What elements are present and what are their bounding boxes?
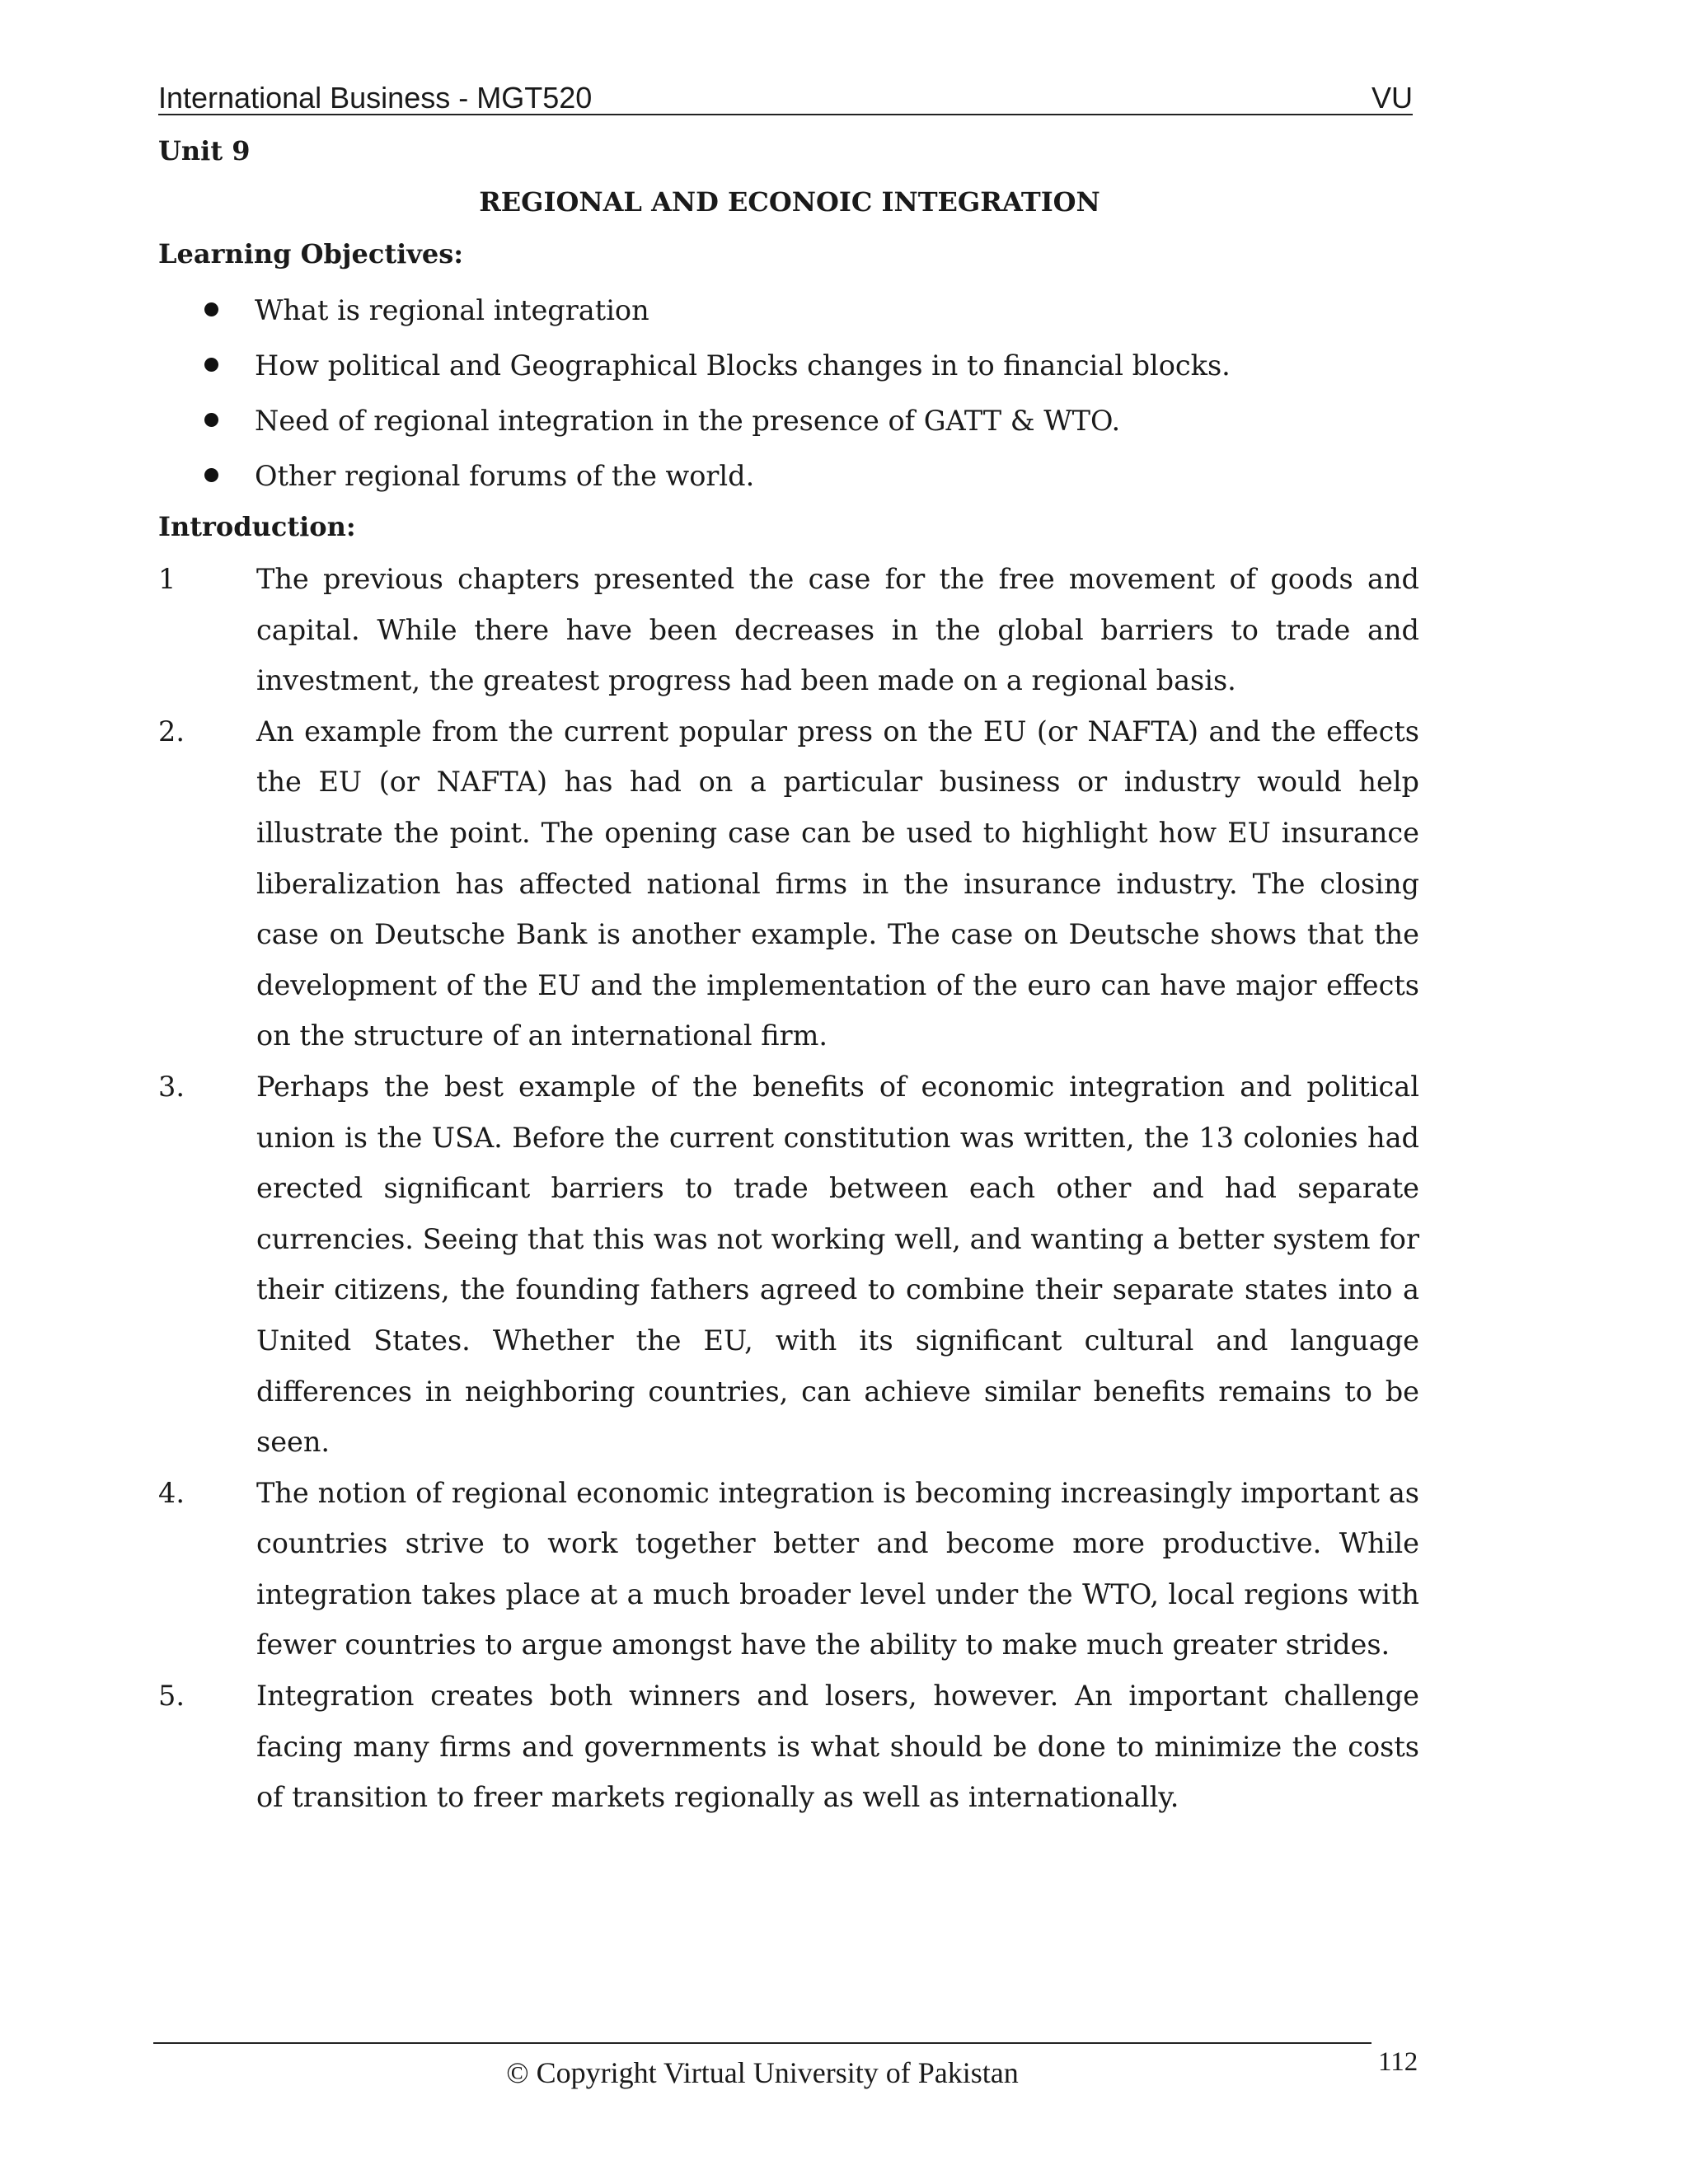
bullet-icon bbox=[204, 413, 218, 427]
paragraph-number: 5. bbox=[158, 1680, 185, 1713]
numbered-paragraph bbox=[158, 1062, 1421, 1468]
learning-objectives-list bbox=[158, 288, 1419, 509]
header-course: International Business - MGT520 bbox=[158, 81, 593, 115]
list-item bbox=[158, 344, 1419, 399]
paragraph-text: Integration creates both winners and losers, however. An important challenge facing many firms and governments is what should be done to minimize the costs of transition to freer markets regionally as well as internationally. bbox=[256, 1680, 1419, 1814]
paragraph-text: The previous chapters presented the case for the free movement of goods and capital. While there have been decreases in the global barriers to trade and investment, the greatest progress had been made on a regional basis. bbox=[256, 563, 1419, 697]
list-item bbox=[158, 399, 1419, 454]
footer-divider bbox=[153, 2042, 1372, 2044]
page-header bbox=[158, 76, 1413, 115]
numbered-paragraph bbox=[158, 1468, 1421, 1671]
paragraph-text: The notion of regional economic integration is becoming increasingly important as countries strive to work together better and become more productive. While integration takes place at a much broader level under the WTO, local regions with fewer countries to argue amongst have the ability to make much greater strides. bbox=[256, 1476, 1419, 1661]
paragraph-number: 2. bbox=[158, 715, 185, 748]
unit-label: Unit 9 bbox=[158, 135, 251, 166]
paragraph-number: 4. bbox=[158, 1476, 185, 1509]
list-item bbox=[158, 454, 1419, 509]
numbered-paragraph bbox=[158, 706, 1421, 1062]
page-title: REGIONAL AND ECONOIC INTEGRATION bbox=[479, 186, 1100, 218]
numbered-paragraph bbox=[158, 554, 1421, 706]
paragraph-number: 1 bbox=[158, 563, 176, 595]
numbered-paragraph bbox=[158, 1671, 1421, 1823]
paragraph-text: An example from the current popular press on the EU (or NAFTA) and the effects the EU (or NAFTA) has had on a particular business or industry would help illustrate the point. The opening case can be used to highlight how EU insurance liberalization has affected national firms in the insurance industry. The closing case on Deutsche Bank is another example. The case on Deutsche shows that the development of the EU and the implementation of the euro can have major effects on the structure of an international firm. bbox=[256, 715, 1419, 1052]
list-item-text: Need of regional integration in the presence of GATT & WTO. bbox=[255, 405, 1121, 437]
bullet-icon bbox=[204, 358, 218, 372]
introduction-list bbox=[158, 554, 1421, 1823]
paragraph-text: Perhaps the best example of the benefits of economic integration and political union is the USA. Before the current constitution was written, the 13 colonies had erected significant barriers to trade between each other and had separate currencies. Seeing that this was not working well, and wanting a better system for their citizens, the founding fathers agreed to combine their separate states into a United States. Whether the EU, with its significant cultural and language differences in neighboring countries, can achieve similar benefits remains to be seen. bbox=[256, 1070, 1419, 1459]
list-item bbox=[158, 288, 1419, 344]
list-item-text: How political and Geographical Blocks changes in to financial blocks. bbox=[255, 349, 1231, 382]
learning-objectives-heading: Learning Objectives: bbox=[158, 238, 464, 269]
list-item-text: What is regional integration bbox=[255, 294, 649, 326]
list-item-text: Other regional forums of the world. bbox=[255, 460, 755, 492]
header-institution: VU bbox=[1371, 81, 1413, 115]
introduction-heading: Introduction: bbox=[158, 511, 356, 542]
footer-copyright: © Copyright Virtual University of Pakistan bbox=[506, 2056, 1019, 2089]
bullet-icon bbox=[204, 302, 218, 316]
paragraph-number: 3. bbox=[158, 1070, 185, 1103]
page-number: 112 bbox=[1378, 2047, 1418, 2077]
bullet-icon bbox=[204, 468, 218, 482]
